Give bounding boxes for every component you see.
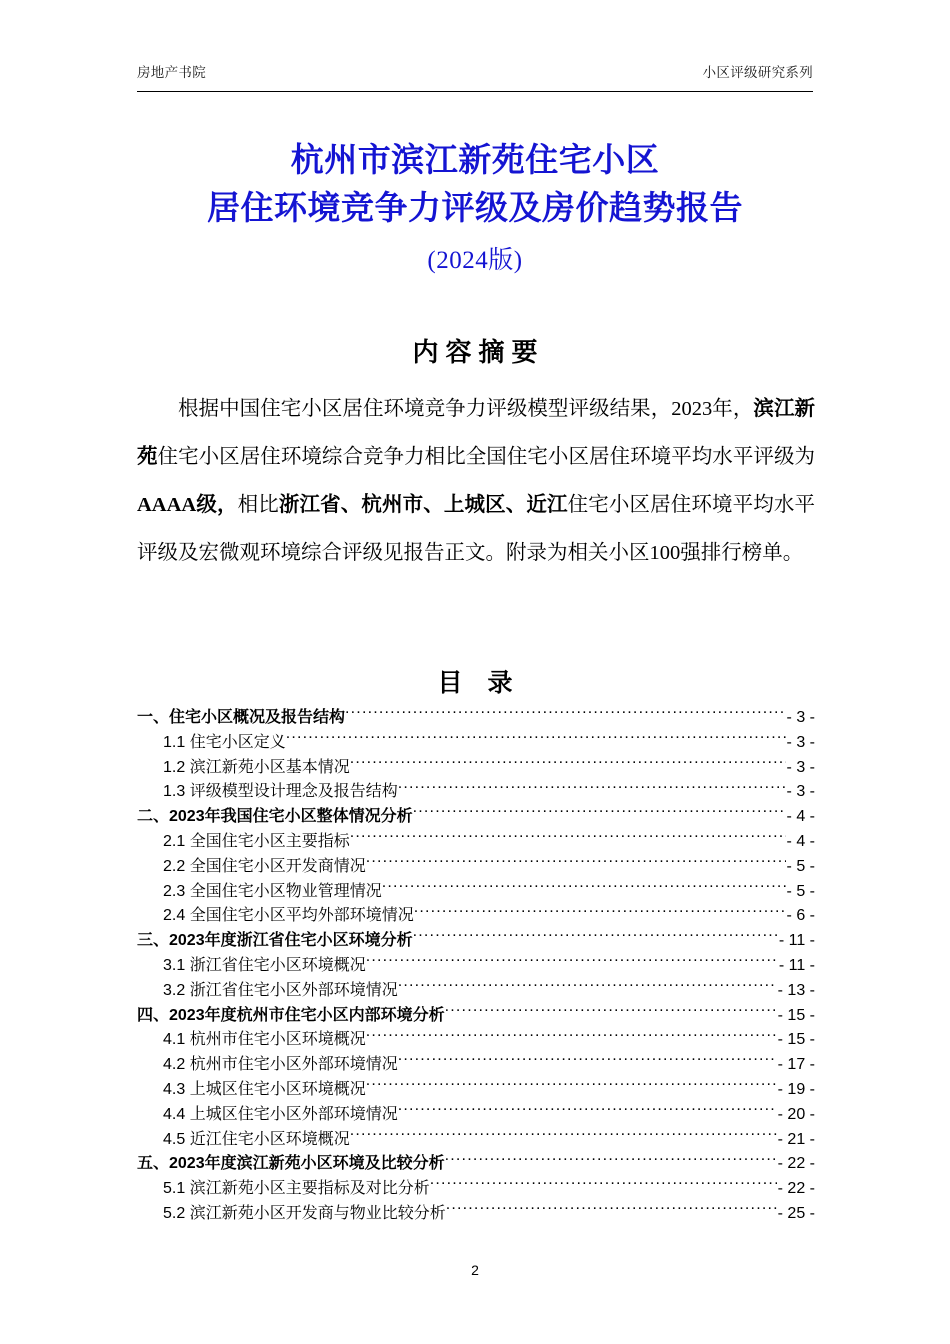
page-header — [137, 66, 813, 81]
toc-entry-label: 5.1 滨江新苑小区主要指标及对比分析 — [163, 1180, 430, 1198]
abstract-emphasis: AAAA级， — [137, 494, 238, 516]
toc-entry[interactable] — [137, 880, 815, 905]
toc-entry-page-number: - 5 - — [786, 882, 815, 900]
toc-dot-leader — [398, 780, 786, 796]
toc-entry[interactable] — [137, 954, 815, 979]
abstract-paragraph — [137, 385, 815, 577]
toc-dot-leader — [350, 756, 786, 772]
toc-dot-leader — [382, 880, 786, 896]
toc-entry-label: 4.1 杭州市住宅小区环境概况 — [163, 1031, 366, 1049]
toc-entry[interactable] — [137, 979, 815, 1004]
abstract-text: 根据中国住宅小区居住环境竞争力评级模型评级结果，2023年， — [178, 398, 754, 420]
header-left-text: 房地产书院 — [137, 65, 206, 80]
toc-entry[interactable] — [137, 805, 815, 830]
document-title-line-2: 居住环境竞争力评级及房价趋势报告 — [207, 191, 743, 227]
toc-entry-label: 3.1 浙江省住宅小区环境概况 — [163, 956, 366, 974]
toc-entry[interactable] — [137, 706, 815, 731]
toc-entry-label: 2.4 全国住宅小区平均外部环境情况 — [163, 907, 414, 925]
table-of-contents — [137, 706, 815, 1227]
toc-entry-page-number: - 3 - — [786, 758, 815, 776]
toc-entry-label: 三、2023年度浙江省住宅小区环境分析 — [137, 932, 413, 950]
toc-entry-label: 4.3 上城区住宅小区环境概况 — [163, 1080, 366, 1098]
toc-dot-leader — [366, 954, 778, 970]
document-title-block — [100, 137, 850, 283]
toc-entry[interactable] — [137, 780, 815, 805]
toc-entry-label: 2.3 全国住宅小区物业管理情况 — [163, 882, 382, 900]
toc-entry[interactable] — [137, 1152, 815, 1177]
toc-heading: 目 录 — [437, 669, 522, 697]
toc-dot-leader — [413, 929, 778, 945]
toc-entry-page-number: - 3 - — [786, 709, 815, 726]
abstract-text: 住宅小区居住环境平均水平评级及宏微观环境综合评级见报告正文。附录为相关小区100强排行榜单。 — [137, 494, 816, 564]
toc-entry-label: 五、2023年度滨江新苑小区环境及比较分析 — [137, 1155, 445, 1173]
toc-dot-leader — [445, 1004, 777, 1020]
toc-entry[interactable] — [137, 1053, 815, 1078]
toc-entry-page-number: - 15 - — [777, 1006, 815, 1024]
toc-entry-label: 4.5 近江住宅小区环境概况 — [163, 1130, 350, 1148]
toc-dot-leader — [286, 731, 786, 747]
toc-entry[interactable] — [137, 855, 815, 880]
toc-entry[interactable] — [137, 731, 815, 756]
toc-entry[interactable] — [137, 1028, 815, 1053]
toc-dot-leader — [430, 1177, 777, 1193]
toc-dot-leader — [345, 706, 786, 722]
toc-entry-page-number: - 4 - — [786, 832, 815, 850]
toc-entry[interactable] — [137, 929, 815, 954]
toc-entry-page-number: - 19 - — [777, 1080, 815, 1098]
toc-entry[interactable] — [137, 830, 815, 855]
toc-entry[interactable] — [137, 1128, 815, 1153]
toc-dot-leader — [446, 1202, 777, 1218]
header-right-text: 小区评级研究系列 — [702, 65, 813, 80]
toc-entry-page-number: - 5 - — [786, 857, 815, 875]
footer-page-number: 2 — [471, 1262, 479, 1278]
toc-entry-page-number: - 20 - — [777, 1105, 815, 1123]
toc-entry-page-number: - 22 - — [777, 1155, 815, 1173]
toc-entry[interactable] — [137, 1004, 815, 1029]
toc-entry-label: 5.2 滨江新苑小区开发商与物业比较分析 — [163, 1204, 446, 1222]
document-title-edition: (2024版) — [427, 247, 523, 274]
toc-dot-leader — [413, 805, 786, 821]
toc-entry-label: 1.3 评级模型设计理念及报告结构 — [163, 783, 398, 801]
toc-entry-page-number: - 3 - — [786, 733, 815, 751]
toc-entry-page-number: - 11 - — [778, 932, 815, 950]
toc-entry-label: 2.1 全国住宅小区主要指标 — [163, 832, 350, 850]
toc-entry[interactable] — [137, 756, 815, 781]
toc-entry[interactable] — [137, 1177, 815, 1202]
toc-entry[interactable] — [137, 1103, 815, 1128]
toc-entry-page-number: - 6 - — [786, 907, 815, 925]
toc-dot-leader — [350, 1128, 777, 1144]
toc-entry-page-number: - 17 - — [777, 1056, 815, 1074]
abstract-emphasis: 滨江新苑 — [137, 398, 816, 468]
toc-dot-leader — [398, 1103, 777, 1119]
toc-dot-leader — [366, 1078, 777, 1094]
toc-entry-label: 1.1 住宅小区定义 — [163, 733, 286, 751]
toc-entry-page-number: - 4 - — [786, 808, 815, 826]
toc-entry-page-number: - 15 - — [777, 1031, 815, 1049]
toc-entry-label: 四、2023年度杭州市住宅小区内部环境分析 — [137, 1006, 445, 1024]
toc-entry[interactable] — [137, 1202, 815, 1227]
toc-dot-leader — [366, 855, 786, 871]
toc-entry-page-number: - 3 - — [786, 783, 815, 801]
toc-entry-label: 4.4 上城区住宅小区外部环境情况 — [163, 1105, 398, 1123]
abstract-heading: 内容摘要 — [412, 337, 545, 367]
abstract-text: 相比 — [237, 494, 279, 516]
toc-dot-leader — [414, 904, 786, 920]
toc-entry-page-number: - 21 - — [777, 1130, 815, 1148]
header-divider — [137, 91, 813, 92]
toc-dot-leader — [366, 1028, 777, 1044]
abstract-text: 住宅小区居住环境综合竞争力相比全国住宅小区居住环境平均水平评级为 — [157, 446, 815, 468]
toc-entry-label: 二、2023年我国住宅小区整体情况分析 — [137, 808, 413, 826]
toc-entry-label: 1.2 滨江新苑小区基本情况 — [163, 758, 350, 776]
toc-entry-page-number: - 13 - — [777, 981, 815, 999]
document-title-line-1: 杭州市滨江新苑住宅小区 — [290, 143, 660, 179]
toc-entry[interactable] — [137, 904, 815, 929]
toc-entry-page-number: - 22 - — [777, 1180, 815, 1198]
toc-dot-leader — [398, 979, 777, 995]
toc-entry-label: 4.2 杭州市住宅小区外部环境情况 — [163, 1056, 398, 1074]
toc-entry-page-number: - 25 - — [777, 1204, 815, 1222]
toc-entry[interactable] — [137, 1078, 815, 1103]
toc-dot-leader — [445, 1152, 777, 1168]
toc-entry-label: 2.2 全国住宅小区开发商情况 — [163, 857, 366, 875]
toc-entry-label: 3.2 浙江省住宅小区外部环境情况 — [163, 981, 398, 999]
toc-entry-page-number: - 11 - — [778, 956, 815, 974]
toc-dot-leader — [350, 830, 786, 846]
toc-dot-leader — [398, 1053, 777, 1069]
abstract-emphasis: 浙江省、杭州市、上城区、近江 — [278, 494, 568, 516]
toc-entry-label: 一、住宅小区概况及报告结构 — [137, 709, 346, 726]
